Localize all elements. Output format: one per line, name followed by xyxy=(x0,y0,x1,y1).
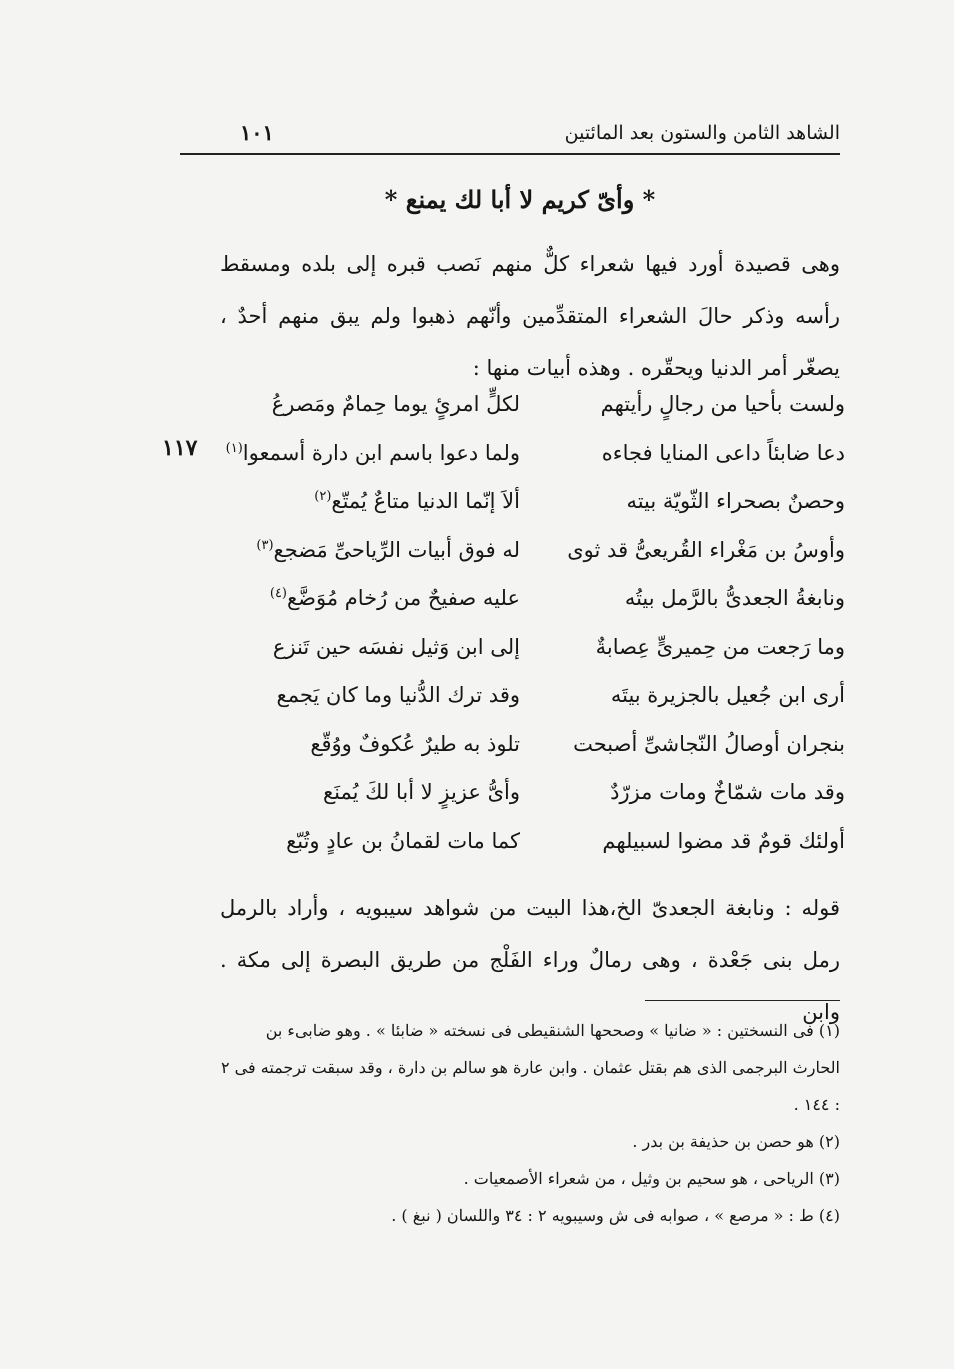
footnote-marker: (٤) xyxy=(269,586,287,601)
commentary-paragraph: قوله : ونابغة الجعدىّ الخ،هذا البيت من شواهد سيبويه ، وأراد بالرمل رمل بنى جَعْدة ، وهى رمالٌ وراء الفَلْج من طريق البصرة إلى مكة . وابن xyxy=(220,896,840,1024)
first-hemistich: وحصنٌ بصحراء الثّويّة بيته xyxy=(626,489,845,513)
footnote: (٢) هو حصن بن حذيفة بن بدر . xyxy=(632,1132,840,1151)
footnote: (٣) الرياحى ، هو سحيم بن وثيل ، من شعراء الأصمعيات . xyxy=(463,1169,840,1188)
first-hemistich: وما رَجعت من حِميرىٍّ عِصابةٌ xyxy=(595,634,845,659)
second-hemistich: تلوذ به طيرٌ عُكوفٌ ووُقّع xyxy=(310,731,520,756)
verse-line xyxy=(215,431,845,480)
verse-line xyxy=(215,528,845,577)
first-hemistich: دعا ضابئاً داعى المنايا فجاءه xyxy=(601,440,845,465)
second-hemistich: ولما دعوا باسم ابن دارة أسمعوا$^{(١)}$ xyxy=(225,440,520,465)
first-hemistich: ونابغةُ الجعدىُّ بالرَّمل بيتُه xyxy=(624,586,845,610)
second-hemistich: إلى ابن وَثيل نفسَه حين تَنزع xyxy=(272,634,520,659)
footnote-marker: (١) xyxy=(225,440,243,456)
verse-line xyxy=(215,625,845,674)
second-hemistich: وقد ترك الدُّنيا وما كان يَجمع xyxy=(276,683,520,707)
verse-line xyxy=(215,382,845,431)
second-hemistich: لكلٍّ امرئٍ يوما حِمامٌ ومَصرعُ xyxy=(271,392,520,416)
footnote-marker: (٢) xyxy=(314,489,332,504)
quoted-hemistich: * وأىّ كريم لا أبا لك يمنع * xyxy=(384,185,656,214)
second-hemistich: ألاَ إنّما الدنيا متاعٌ يُمتّع$^{(٢)}$ xyxy=(314,489,520,513)
first-hemistich: وأوسُ بن مَغْراء القُريعىُّ قد ثوى xyxy=(567,537,845,562)
first-hemistich: بنجران أوصالُ النّجاشىِّ أصبحت xyxy=(573,731,845,756)
running-head xyxy=(180,120,840,152)
verse-line xyxy=(215,576,845,625)
second-hemistich: له فوق أبيات الرِّياحىِّ مَضجع$^{(٣)}$ xyxy=(256,537,520,562)
first-hemistich: أرى ابن جُعيل بالجزيرة بيتَه xyxy=(610,683,845,707)
verse-number: ١١٧ xyxy=(162,435,198,461)
running-title: الشاهد الثامن والستون بعد المائتين xyxy=(564,122,840,144)
first-hemistich: أولئك قومٌ قد مضوا لسبيلهم xyxy=(602,828,845,853)
page-number: ١٠١ xyxy=(240,120,274,145)
first-hemistich: وقد مات شمّاخٌ ومات مزرّدٌ xyxy=(610,780,845,804)
second-hemistich: وأىُّ عزيزٍ لا أبا لكَ يُمنَع xyxy=(323,780,520,804)
poem xyxy=(215,382,845,867)
verse-line xyxy=(215,479,845,528)
second-hemistich: كما مات لقمانُ بن عادٍ وتُبّع xyxy=(286,828,520,853)
footnotes xyxy=(220,1012,840,1234)
second-hemistich: عليه صفيحٌ من رُخام مُوَضَّع$^{(٤)}$ xyxy=(269,586,520,610)
footnote: (١) فى النسختين : « ضانيا » وصححها الشنقيطى فى نسخته « ضابئا » . وهو ضابىء بن الحارث البرجمى الذى هم بقتل عثمان . وابن عارة هو سالم بن دارة ، وقد سبقت ترجمته فى ٢ : ١٤٤ . xyxy=(220,1021,840,1114)
verse-line xyxy=(215,722,845,771)
footnote: (٤) ط : « مرصع » ، صوابه فى ش وسيبويه ٢ : ٣٤ واللسان ( نبغ ) . xyxy=(391,1206,840,1225)
footnote-rule xyxy=(645,1000,840,1001)
header-rule xyxy=(180,153,840,155)
verse-line xyxy=(215,770,845,819)
verse-line xyxy=(215,673,845,722)
footnote-marker: (٣) xyxy=(256,537,274,553)
first-hemistich: ولست بأحيا من رجالٍ رأيتهم xyxy=(600,392,845,416)
intro-paragraph: وهى قصيدة أورد فيها شعراء كلٌّ منهم نَصب قبره إلى بلده ومسقط رأسه وذكر حالَ الشعراء المتقدِّمين وأنّهم ذهبوا ولم يبق منهم أحدٌ ، يصغّر أمر الدنيا ويحقّره . وهذه أبيات منها : xyxy=(220,252,840,380)
verse-line xyxy=(215,819,845,868)
